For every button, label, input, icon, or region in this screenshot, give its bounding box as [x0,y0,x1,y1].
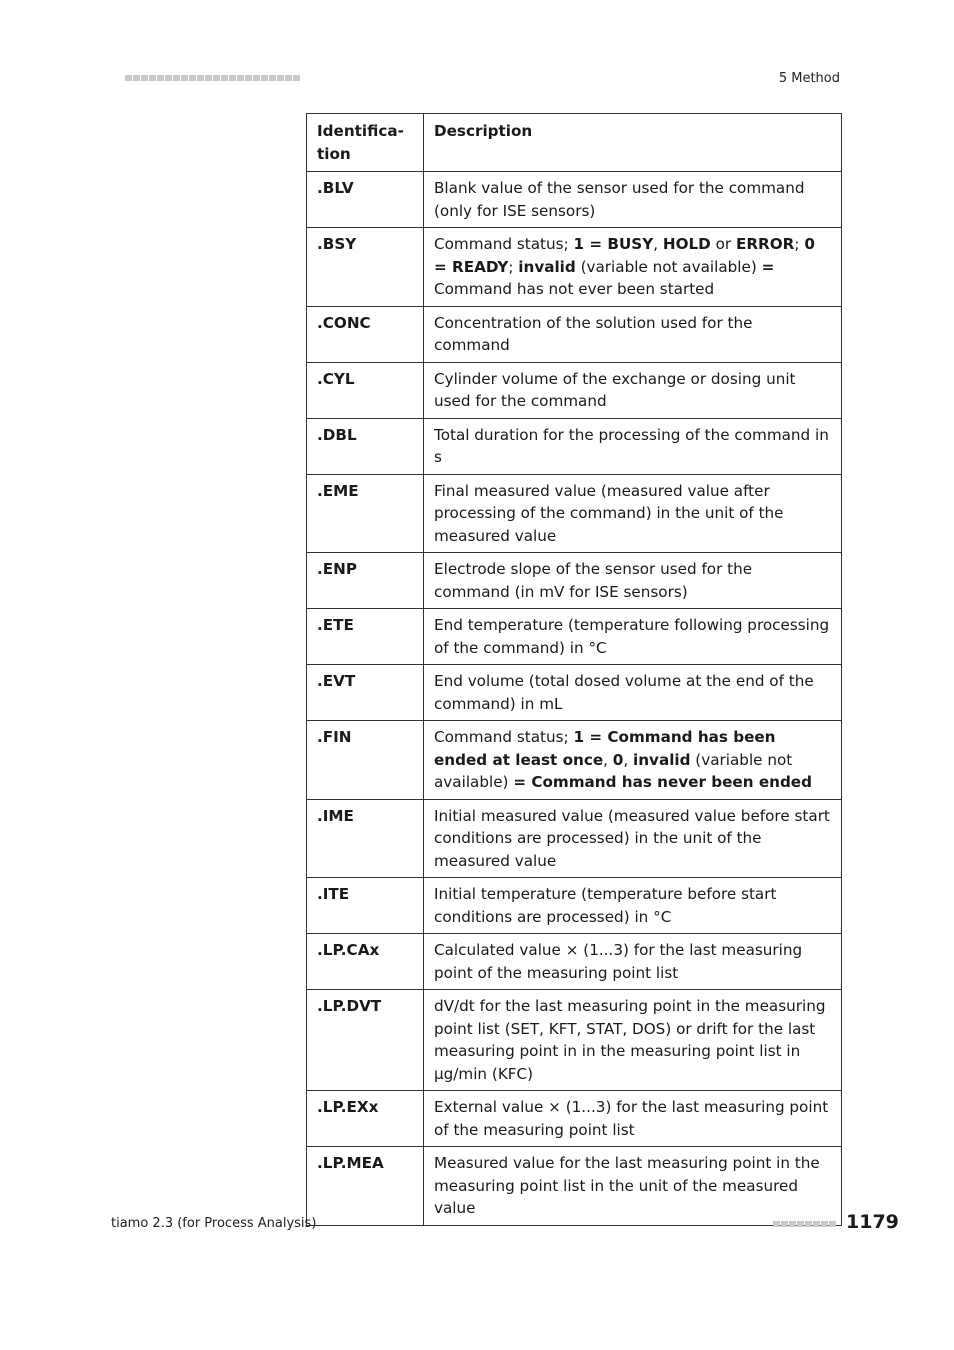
table-body [307,172,842,1226]
description-cell [424,1091,842,1147]
footer-dot [797,1221,804,1227]
header-dot [205,75,212,81]
header-dot [221,75,228,81]
description-text: Blank value of the sensor used for the command (only for ISE sensors) [434,179,805,220]
table-row [307,474,842,553]
description-text: (variable not available) [575,257,762,276]
description-text: , [603,750,613,769]
description-cell [424,934,842,990]
description-cell [424,609,842,665]
description-cell [424,474,842,553]
description-text: End temperature (temperature following processing of the command) in °C [434,616,830,657]
table-row [307,172,842,228]
description-text: Concentration of the solution used for the command [434,313,753,354]
description-text: , [653,235,663,253]
header-dot [277,75,284,81]
description-cell [424,418,842,474]
header-dot [149,75,156,81]
identification-cell: .IME [307,799,424,878]
footer-dot [805,1221,812,1227]
description-text: ; [794,235,805,253]
identification-cell: .ETE [307,609,424,665]
table-row [307,878,842,934]
header-dot [157,75,164,81]
description-cell [424,721,842,800]
description-cell [424,665,842,721]
header-dot [245,75,252,81]
description-bold-text: invalid [633,750,691,769]
identification-cell: .LP.DVT [307,990,424,1091]
description-text: Command status; [434,235,574,253]
description-text: Initial temperature (temperature before start conditions are processed) in °C [434,885,777,926]
table-row [307,934,842,990]
identification-cell: .CONC [307,306,424,362]
description-cell [424,1147,842,1226]
description-cell [424,553,842,609]
header-dot [173,75,180,81]
identification-cell: .ENP [307,553,424,609]
table-row [307,362,842,418]
description-text: Initial measured value (measured value before start conditions are processed) in the unit of the measured value [434,806,830,870]
description-text: (variable not available) [434,750,793,791]
description-text: Measured value for the last measuring point in the measuring point list in the unit of the measured value [434,1154,820,1217]
description-text: ; [508,257,519,276]
description-bold-text: 1 = Command has been ended at least once [434,728,776,769]
footer-dot [829,1221,836,1227]
identification-cell: .DBL [307,418,424,474]
identification-cell: .FIN [307,721,424,800]
description-cell [424,172,842,228]
identification-cell: .LP.CAx [307,934,424,990]
footer-decoration [773,1221,836,1227]
header-dot [261,75,268,81]
header-dot [293,75,300,81]
description-cell [424,228,842,307]
description-text: Total duration for the processing of the command in s [434,425,829,466]
description-cell [424,990,842,1091]
description-bold-text: 0 [612,750,624,769]
column-header-description: Description [424,114,842,172]
header-dot [229,75,236,81]
description-text: External value × (1...3) for the last measuring point of the measuring point list [434,1098,829,1139]
table-row [307,228,842,307]
footer-dot [813,1221,820,1227]
table-row [307,990,842,1091]
header-dot [141,75,148,81]
header-dot [133,75,140,81]
description-text: dV/dt for the last measuring point in the measuring point list (SET, KFT, STAT, DOS) or drift for the last measuring point in in the measuring point list in µg/min (KFC) [434,997,826,1083]
description-cell [424,306,842,362]
page-number: 1179 [846,1211,899,1233]
description-bold-text: HOLD [662,235,711,253]
table-row [307,665,842,721]
description-cell [424,799,842,878]
table-row [307,306,842,362]
identification-cell: .EVT [307,665,424,721]
description-bold-text: 0 = READY [434,235,815,276]
description-text: Command status; [434,728,574,746]
footer-dot [821,1221,828,1227]
description-bold-text: = Command has never been ended [513,773,812,791]
description-bold-text: 1 = BUSY [573,235,654,253]
identification-cell: .ITE [307,878,424,934]
header-dot [253,75,260,81]
header-dot [213,75,220,81]
description-bold-text: invalid [518,257,576,276]
description-bold-text: ERROR [735,235,795,253]
header-dot [197,75,204,81]
table-row [307,721,842,800]
header-dot [237,75,244,81]
description-text: Calculated value × (1...3) for the last measuring point of the measuring point list [434,941,803,982]
description-cell [424,362,842,418]
description-bold-text: = [761,257,775,276]
footer-product: tiamo 2.3 (for Process Analysis) [111,1216,317,1231]
identification-cell: .LP.MEA [307,1147,424,1226]
identification-cell: .EME [307,474,424,553]
description-text: Command has not ever been started [434,280,715,298]
description-text: End volume (total dosed volume at the end of the command) in mL [434,672,814,713]
identification-cell: .CYL [307,362,424,418]
identification-cell: .BSY [307,228,424,307]
header-dot [285,75,292,81]
table-row [307,609,842,665]
header-dot [165,75,172,81]
section-title: 5 Method [778,71,840,86]
footer-dot [781,1221,788,1227]
description-text: or [710,235,736,253]
table-row [307,553,842,609]
footer-dot [789,1221,796,1227]
header-decoration [125,75,300,81]
footer-dot [773,1221,780,1227]
header-dot [269,75,276,81]
header-dot [125,75,132,81]
description-text: , [623,750,634,769]
identification-table [306,113,842,1226]
table-row [307,1147,842,1226]
description-text: Cylinder volume of the exchange or dosing unit used for the command [434,369,796,410]
table-row [307,799,842,878]
header-dot [189,75,196,81]
column-header-identification: Identifica- tion [307,114,424,172]
description-text: Final measured value (measured value after processing of the command) in the unit of the measured value [434,481,784,545]
description-text: Electrode slope of the sensor used for the command (in mV for ISE sensors) [434,560,753,601]
identification-cell: .LP.EXx [307,1091,424,1147]
header-dot [181,75,188,81]
table-row [307,1091,842,1147]
description-cell [424,878,842,934]
table-row [307,418,842,474]
identification-cell: .BLV [307,172,424,228]
table-header-row [307,114,842,172]
